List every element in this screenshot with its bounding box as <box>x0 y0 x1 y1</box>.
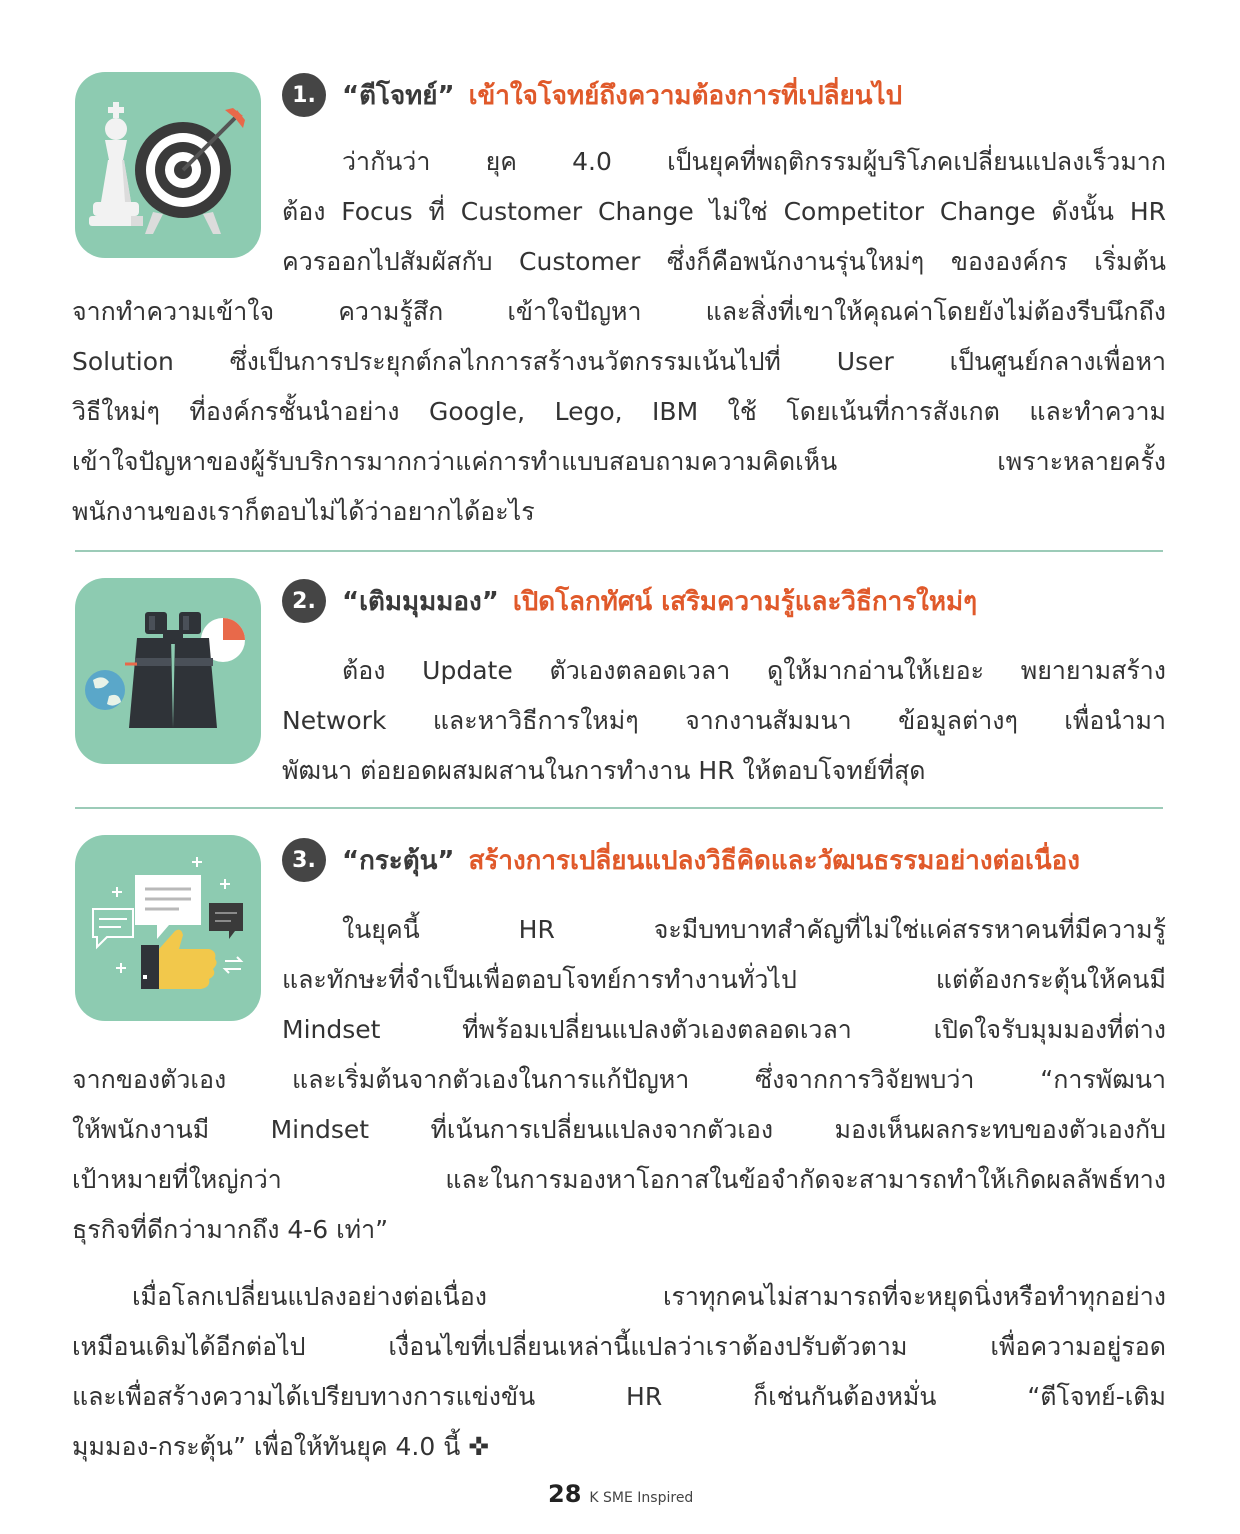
section-divider <box>75 550 1163 552</box>
paragraph-line: เหมือนเดิมได้อีกต่อไป เงื่อนไขที่เปลี่ยนเหล่านี้แปลว่าเราต้องปรับตัวตาม เพื่อความอยู่รอด <box>72 1332 1166 1361</box>
paragraph-line: เข้าใจปัญหาของผู้รับบริการมากกว่าแค่การทำแบบสอบถามความคิดเห็น เพราะหลายครั้ง <box>72 447 1166 476</box>
section-2-heading <box>282 578 1166 624</box>
paragraph-line: ควรออกไปสัมผัสกับ Customer ซึ่งก็คือพนักงานรุ่นใหม่ๆ ขององค์กร เริ่มต้น <box>282 247 1166 276</box>
paragraph-line: เป้าหมายที่ใหญ่กว่า และในการมองหาโอกาสในข้อจำกัดจะสามารถทำให้เกิดผลลัพธ์ทาง <box>72 1165 1166 1194</box>
section-quote-title: “ตีโจทย์” <box>342 80 455 111</box>
paragraph-line: Solution ซึ่งเป็นการประยุกต์กลไกการสร้างนวัตกรรมเน้นไปที่ User เป็นศูนย์กลางเพื่อหา <box>72 347 1166 376</box>
section-quote-title: “กระตุ้น” <box>342 845 455 876</box>
paragraph-line: มุมมอง-กระตุ้น” เพื่อให้ทันยุค 4.0 นี้ ✜ <box>72 1432 490 1461</box>
section-1-heading <box>282 72 1166 118</box>
paragraph-line: ต้อง Focus ที่ Customer Change ไม่ใช่ Competitor Change ดังนั้น HR <box>282 197 1166 226</box>
section-number-badge: 2. <box>282 579 326 623</box>
paragraph-line: ในยุคนี้ HR จะมีบทบาทสำคัญที่ไม่ใช่แค่สรรหาคนที่มีความรู้ <box>342 915 1166 944</box>
paragraph-line: ต้อง Update ตัวเองตลอดเวลา ดูให้มากอ่านให้เยอะ พยายามสร้าง <box>342 656 1166 685</box>
section-headline: เปิดโลกทัศน์ เสริมความรู้และวิธีการใหม่ๆ <box>512 586 978 617</box>
paragraph-line: ว่ากันว่า ยุค 4.0 เป็นยุคที่พฤติกรรมผู้บริโภคเปลี่ยนแปลงเร็วมาก <box>342 147 1166 176</box>
paragraph-line: ธุรกิจที่ดีกว่ามากถึง 4-6 เท่า” <box>72 1215 389 1244</box>
paragraph-line: Network และหาวิธีการใหม่ๆ จากงานสัมมนา ข้อมูลต่างๆ เพื่อนำมา <box>282 706 1166 735</box>
section-number-badge: 3. <box>282 838 326 882</box>
section-divider <box>75 807 1163 809</box>
page-footer <box>548 1480 693 1508</box>
page-number: 28 <box>548 1480 582 1508</box>
section-headline: เข้าใจโจทย์ถึงความต้องการที่เปลี่ยนไป <box>468 80 903 111</box>
paragraph-line: และเพื่อสร้างความได้เปรียบทางการแข่งขัน HR ก็เช่นกันต้องหมั่น “ตีโจทย์-เติม <box>72 1382 1166 1411</box>
section-3-paragraph <box>72 905 1166 1255</box>
paragraph-line: ให้พนักงานมี Mindset ที่เน้นการเปลี่ยนแปลงจากตัวเอง มองเห็นผลกระทบของตัวเองกับ <box>72 1115 1166 1144</box>
paragraph-line: เมื่อโลกเปลี่ยนแปลงอย่างต่อเนื่อง เราทุกคนไม่สามารถที่จะหยุดนิ่งหรือทำทุกอย่าง <box>132 1282 1166 1311</box>
section-number-badge: 1. <box>282 73 326 117</box>
section-quote-title: “เติมมุมมอง” <box>342 586 499 617</box>
paragraph-line: จากทำความเข้าใจ ความรู้สึก เข้าใจปัญหา และสิ่งที่เขาให้คุณค่าโดยยังไม่ต้องรีบนึกถึง <box>72 297 1166 326</box>
section-2-paragraph <box>72 646 1166 796</box>
paragraph-line: พัฒนา ต่อยอดผสมผสานในการทำงาน HR ให้ตอบโจทย์ที่สุด <box>282 756 926 785</box>
paragraph-line: วิธีใหม่ๆ ที่องค์กรชั้นนำอย่าง Google, Lego, IBM ใช้ โดยเน้นที่การสังเกต และทำความ <box>72 397 1166 426</box>
section-3-heading <box>282 837 1166 883</box>
paragraph-line: จากของตัวเอง และเริ่มต้นจากตัวเองในการแก้ปัญหา ซึ่งจากการวิจัยพบว่า “การพัฒนา <box>72 1065 1166 1094</box>
magazine-name: K SME Inspired <box>589 1490 694 1506</box>
paragraph-line: Mindset ที่พร้อมเปลี่ยนแปลงตัวเองตลอดเวลา เปิดใจรับมุมมองที่ต่าง <box>282 1015 1166 1044</box>
section-1-paragraph <box>72 137 1166 537</box>
paragraph-line: และทักษะที่จำเป็นเพื่อตอบโจทย์การทำงานทั่วไป แต่ต้องกระตุ้นให้คนมี <box>282 965 1166 994</box>
section-headline: สร้างการเปลี่ยนแปลงวิธีคิดและวัฒนธรรมอย่างต่อเนื่อง <box>468 845 1080 876</box>
paragraph-line: พนักงานของเราก็ตอบไม่ได้ว่าอยากได้อะไร <box>72 497 535 526</box>
